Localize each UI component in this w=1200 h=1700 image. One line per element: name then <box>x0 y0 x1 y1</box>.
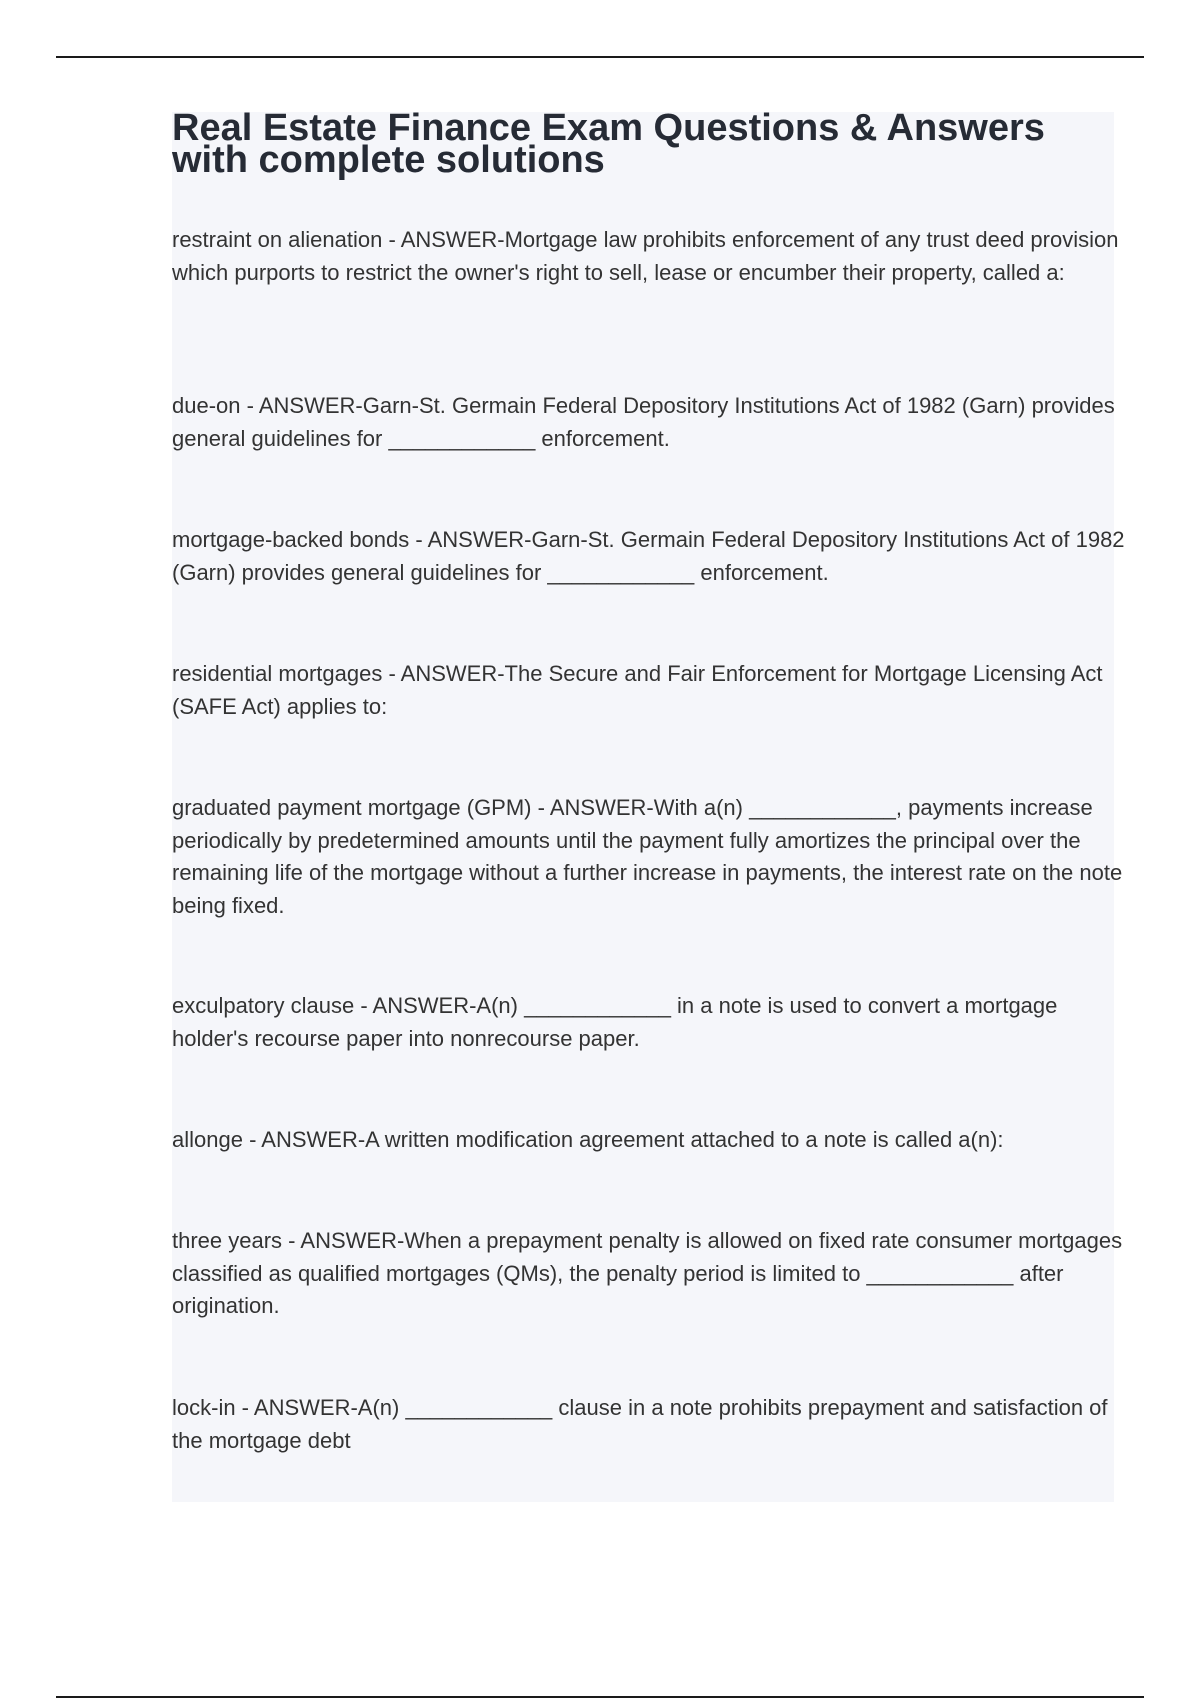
qa-item-mortgage-backed-bonds: mortgage-backed bonds - ANSWER-Garn-St. Germain Federal Depository Institutions Act of 1982 (Garn) provides general guidelines for ____________ enforcement. <box>172 527 1125 585</box>
top-rule <box>56 56 1144 58</box>
qa-item-exculpatory-clause: exculpatory clause - ANSWER-A(n) ____________ in a note is used to convert a mortgage holder's recourse paper into nonrecourse paper. <box>172 993 1058 1051</box>
document-body <box>172 107 1125 1502</box>
qa-item-due-on: due-on - ANSWER-Garn-St. Germain Federal Depository Institutions Act of 1982 (Garn) provides general guidelines for ____________ enforcement. <box>172 393 1115 451</box>
document-title <box>172 107 1132 181</box>
title-line-1: Real Estate Finance Exam Questions & Answers <box>172 107 1045 149</box>
qa-item-graduated-payment-mortgage: graduated payment mortgage (GPM) - ANSWER-With a(n) ____________, payments increase periodically by predetermined amounts until the payment fully amortizes the principal over the remaining life of the mortgage without a further increase in payments, the interest rate on the note being fixed. <box>172 795 1123 918</box>
qa-item-lock-in: lock-in - ANSWER-A(n) ____________ clause in a note prohibits prepayment and satisfaction of the mortgage debt <box>172 1395 1108 1453</box>
qa-item-restraint-on-alienation: restraint on alienation - ANSWER-Mortgage law prohibits enforcement of any trust deed provision which purports to restrict the owner's right to sell, lease or encumber their property, called a: <box>172 227 1119 285</box>
qa-item-allonge: allonge - ANSWER-A written modification agreement attached to a note is called a(n): <box>172 1127 1004 1152</box>
qa-item-three-years: three years - ANSWER-When a prepayment penalty is allowed on fixed rate consumer mortgages classified as qualified mortgages (QMs), the penalty period is limited to ____________ after origination. <box>172 1228 1123 1318</box>
qa-item-residential-mortgages: residential mortgages - ANSWER-The Secure and Fair Enforcement for Mortgage Licensing Act (SAFE Act) applies to: <box>172 661 1103 719</box>
bottom-rule <box>56 1696 1144 1698</box>
title-line-2: with complete solutions <box>172 139 605 181</box>
